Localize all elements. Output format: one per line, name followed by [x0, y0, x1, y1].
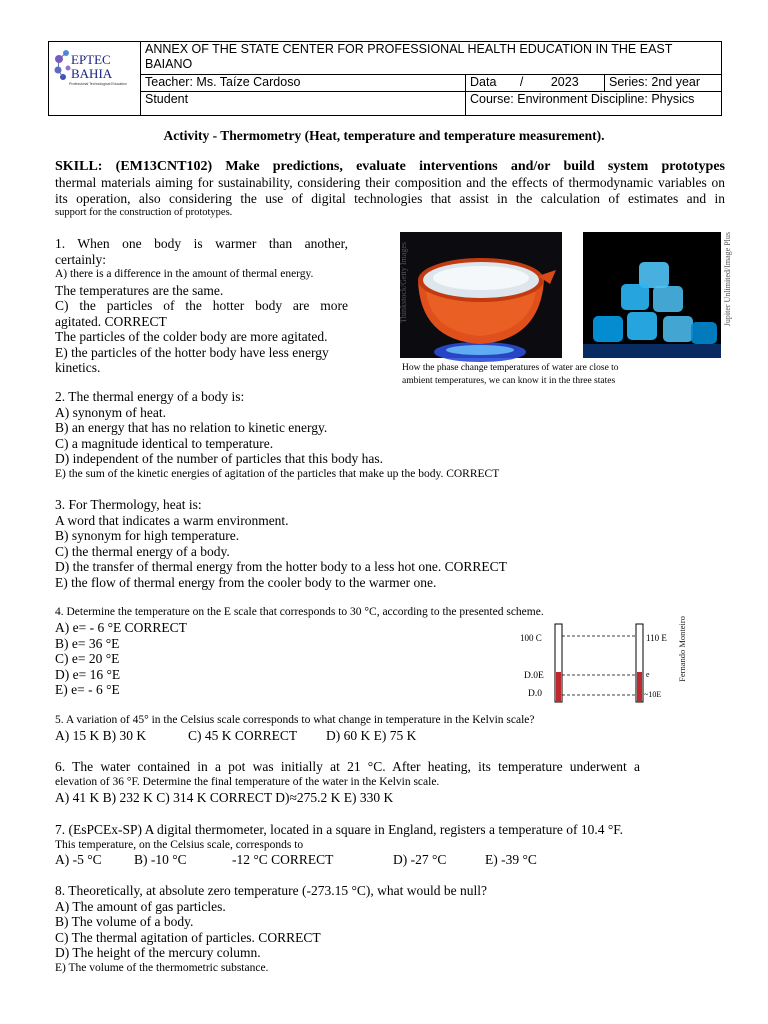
q8-option-a: A) The amount of gas particles.	[55, 898, 226, 914]
institution-name: ANNEX OF THE STATE CENTER FOR PROFESSIONAL HEALTH EDUCATION IN THE EAST BAIANO	[141, 42, 721, 75]
student-label: Student	[145, 92, 189, 106]
skill-line4: support for the construction of prototypes.	[55, 207, 233, 218]
q4-option-d: D) e= 16 °E	[55, 666, 121, 682]
q4-option-b: B) e= 36 °E	[55, 635, 120, 651]
date-slash: /	[519, 75, 524, 89]
q6-options: A) 41 K B) 232 K C) 314 K CORRECT D)≈275.2 K E) 330 K	[55, 790, 394, 805]
q7-stem: 7. (EsPCEx-SP) A digital thermometer, located in a square in England, registers a temperature of 10.4 °F.	[55, 822, 624, 837]
ice-cubes-image	[583, 232, 721, 358]
student-row	[141, 91, 721, 115]
q1-option-c: C) the particles of the hotter body are more	[55, 298, 348, 313]
thermometer-diagram	[518, 622, 698, 706]
q2-option-c: C) a magnitude identical to temperature.	[55, 435, 274, 451]
label-110e: 110 E	[646, 633, 667, 643]
course: Course: Environment Discipline: Physics	[465, 91, 721, 115]
q3-option-d: D) the transfer of thermal energy from the hotter body to a less hot one. CORRECT	[55, 559, 507, 574]
q7-option-a: A) -5 °C	[55, 852, 102, 867]
series: Series: 2nd year	[604, 74, 721, 91]
q3-stem: 3. For Thermology, heat is:	[55, 497, 202, 512]
question-4-options	[55, 620, 187, 698]
q7-stem-cont: This temperature, on the Celsius scale, corresponds to	[55, 839, 304, 851]
question-2	[55, 389, 499, 482]
label-d0e: D.0E	[524, 671, 544, 681]
q8-option-d: D) The height of the mercury column.	[55, 945, 261, 960]
date-cell	[465, 74, 604, 91]
logo-tagline: Professional Technological Education	[69, 82, 127, 86]
q8-stem: 8. Theoretically, at absolute zero temperature (-273.15 °C), what would be null?	[55, 883, 488, 898]
date-label: Data	[470, 75, 497, 89]
q7-option-e: E) -39 °C	[485, 852, 537, 867]
q8-option-c: C) The thermal agitation of particles. CORRECT	[55, 929, 321, 945]
q6-stem-cont: elevation of 36 °F. Determine the final temperature of the water in the Kelvin scale.	[55, 776, 440, 788]
q4-option-e: E) e= - 6 °E	[55, 682, 120, 697]
q7-option-b: B) -10 °C	[134, 852, 187, 867]
question-1	[55, 236, 348, 376]
credit-right: Jupiter Unlimited/Image Plus	[723, 232, 732, 327]
q1-stem: 1. When one body is warmer than another,	[55, 236, 348, 251]
q5-option-c: C) 45 K CORRECT	[188, 728, 298, 743]
activity-title: Activity - Thermometry (Heat, temperature and temperature measurement).	[163, 128, 605, 143]
q8-option-e: E) The volume of the thermometric substance.	[55, 961, 269, 974]
q4-option-a: A) e= - 6 °E CORRECT	[55, 620, 187, 635]
diagram-credit: Fernando Monteiro	[677, 616, 687, 682]
skill-line3: its operation, also considering the use of digital technologies that assist in the calculation of estimates and in	[55, 191, 725, 206]
q2-option-a: A) synonym of heat.	[55, 404, 166, 420]
label-d0: D.0	[528, 689, 542, 699]
q2-stem: 2. The thermal energy of a body is:	[55, 389, 245, 404]
q3-option-b: B) synonym for high temperature.	[55, 528, 240, 543]
logo-text-bahia: BAHIA	[71, 66, 113, 81]
teacher-row	[141, 74, 721, 92]
q7-option-d: D) -27 °C	[393, 852, 447, 867]
q5-stem: 5. A variation of 45° in the Celsius scale corresponds to what change in temperature in the Kelvin scale?	[55, 714, 535, 726]
boiling-pot-image	[400, 232, 562, 358]
logo-cell	[49, 42, 141, 115]
q1-option-a: A) there is a difference in the amount of thermal energy.	[55, 268, 314, 280]
credit-left: Thinkstock/Getty Images	[399, 242, 408, 324]
q1-option-e-cont: kinetics.	[55, 360, 101, 375]
question-8	[55, 883, 487, 976]
q2-option-b: B) an energy that has no relation to kinetic energy.	[55, 420, 328, 435]
label-100c: 100 C	[520, 633, 542, 643]
q4-stem: 4. Determine the temperature on the E scale that corresponds to 30 °C, according to the presented scheme.	[55, 606, 544, 618]
q4-option-c: C) e= 20 °E	[55, 651, 120, 666]
figure-caption: How the phase change temperatures of water are close to ambient temperatures, we can know it in the three states	[402, 363, 619, 386]
q1-option-d: The particles of the colder body are more agitated.	[55, 329, 328, 344]
header-table	[48, 41, 722, 116]
q5-option-de: D) 60 K E) 75 K	[326, 728, 417, 743]
q5-option-ab: A) 15 K B) 30 K	[55, 728, 147, 743]
q2-option-d: D) independent of the number of particles that this body has.	[55, 451, 384, 466]
skill-line1: SKILL: (EM13CNT102) Make predictions, evaluate interventions and/or build system prototypes	[55, 159, 725, 174]
q1-option-e: E) the particles of the hotter body have less energy	[55, 344, 329, 360]
q1-option-b: The temperatures are the same.	[55, 282, 224, 298]
question-3	[55, 497, 507, 590]
q3-option-a: A word that indicates a warm environment.	[55, 512, 289, 528]
label-minus10e: ~10E	[644, 690, 662, 699]
teacher-name: Teacher: Ms. Taíze Cardoso	[145, 75, 301, 89]
q2-option-e: E) the sum of the kinetic energies of agitation of the particles that make up the body. CORRECT	[55, 467, 500, 480]
q1-stem-cont: certainly:	[55, 251, 106, 267]
label-e: e	[646, 670, 650, 679]
q7-option-c: -12 °C CORRECT	[232, 852, 334, 867]
logo-text-eptec: EPTEC	[71, 52, 111, 67]
q3-option-c: C) the thermal energy of a body.	[55, 543, 230, 559]
q8-option-b: B) The volume of a body.	[55, 914, 194, 929]
q3-option-e: E) the flow of thermal energy from the cooler body to the warmer one.	[55, 574, 437, 590]
q1-option-c-cont: agitated. CORRECT	[55, 313, 167, 329]
q6-stem: 6. The water contained in a pot was initially at 21 °C. After heating, its temperature underwent a	[55, 759, 640, 774]
date-year: 2023	[550, 75, 579, 89]
skill-line2: thermal materials aiming for sustainability, considering their composition and the effects of thermodynamic variables on	[55, 175, 725, 190]
